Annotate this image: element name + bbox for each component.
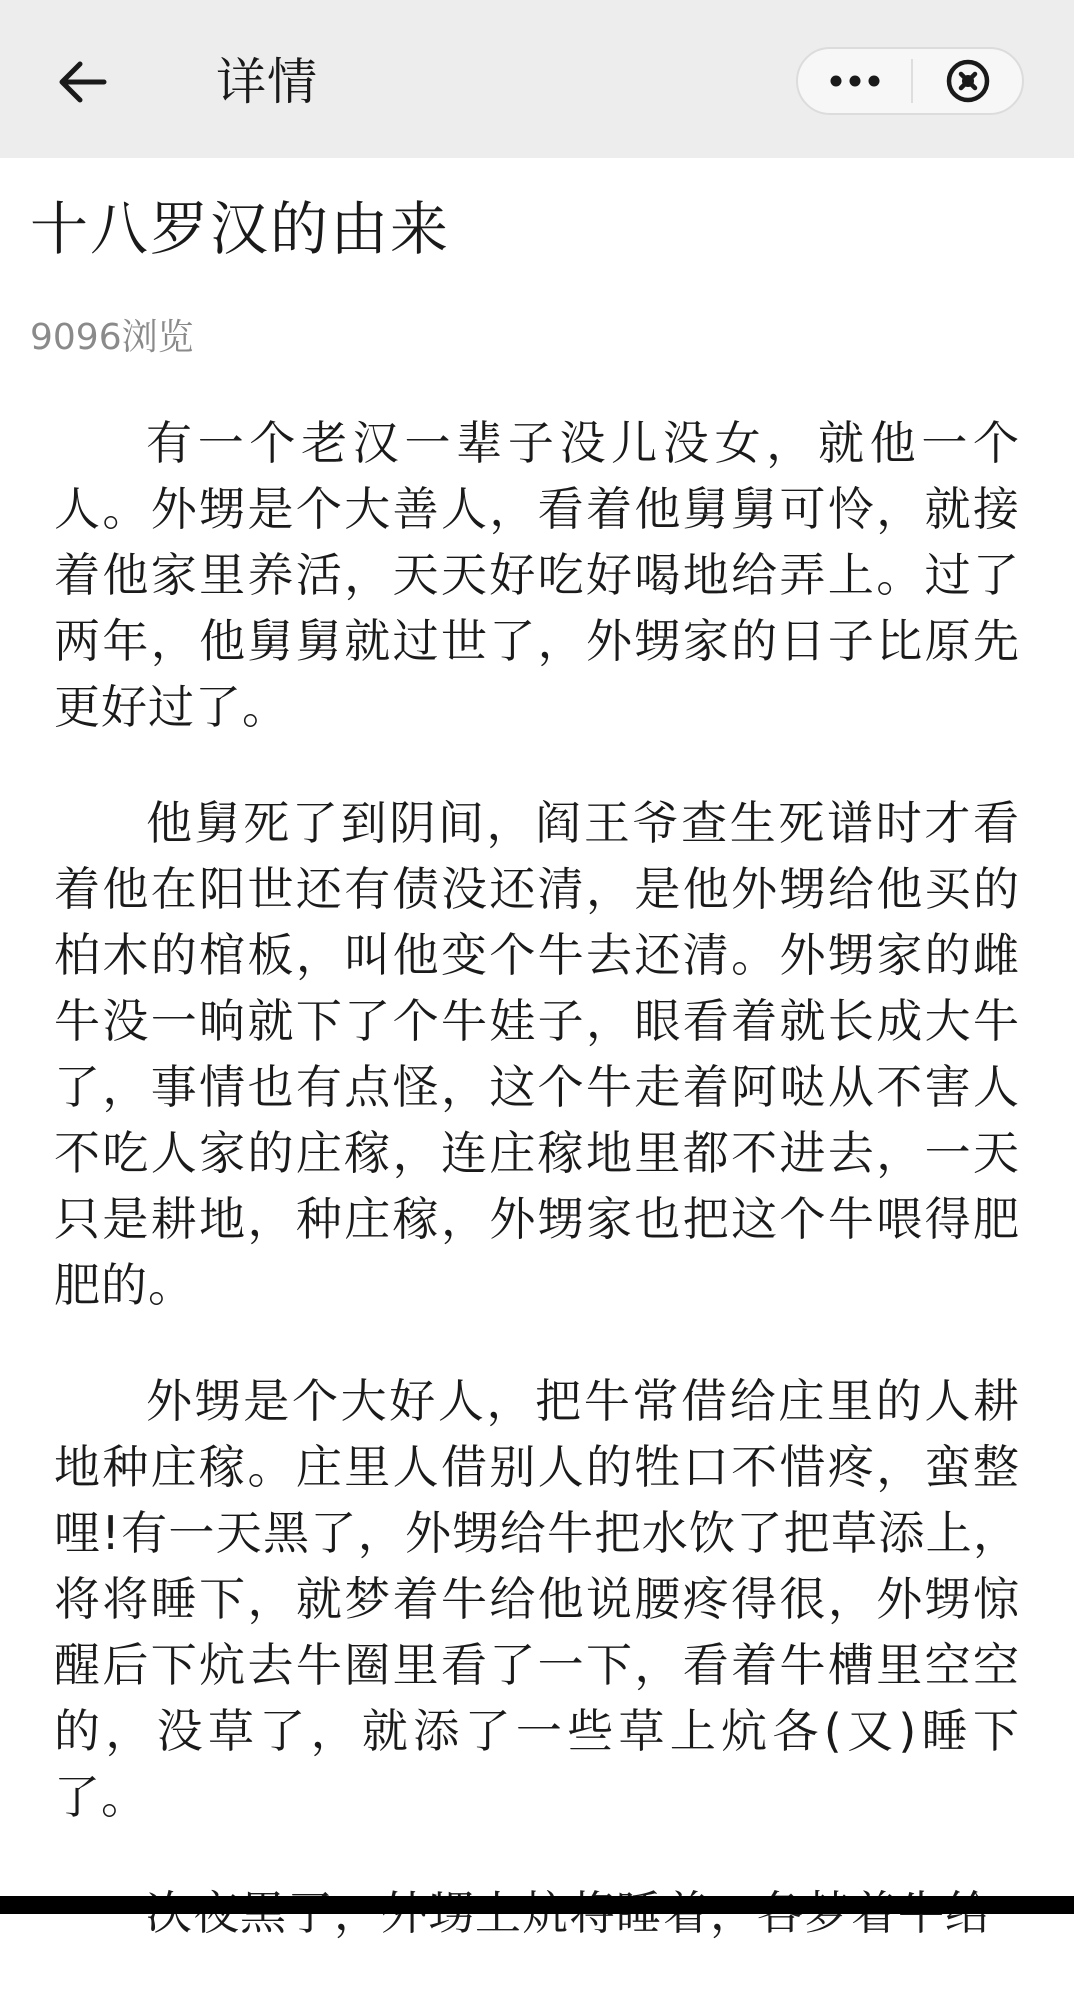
back-button[interactable] xyxy=(46,46,118,118)
view-count: 9096浏览 xyxy=(30,317,194,358)
navigation-bar xyxy=(0,0,1074,158)
article-paragraph: 有一个老汉一辈子没儿没女，就他一个人。外甥是个大善人，看着他舅舅可怜，就接着他家里养活，天天好吃好喝地给弄上。过了两年，他舅舅就过世了，外甥家的日子比原先更好过了。 xyxy=(54,416,1020,734)
close-button[interactable] xyxy=(913,49,1022,113)
more-button[interactable] xyxy=(798,49,911,113)
more-dots-icon xyxy=(829,74,881,88)
article-title: 十八罗汉的由来 xyxy=(30,195,451,263)
article-body xyxy=(54,410,1020,1996)
article-paragraph: 他舅死了到阴间，阎王爷查生死谱时才看着他在阳世还有债没还清，是他外甥给他买的柏木的棺板，叫他变个牛去还清。外甥家的雌牛没一晌就下了个牛娃子，眼看着就长成大牛了，事情也有点怪，这个牛走着阿哒从不害人不吃人家的庄稼，连庄稼地里都不进去，一天只是耕地，种庄稼，外甥家也把这个牛喂得肥肥的。 xyxy=(54,796,1020,1312)
bottom-edge-bar xyxy=(0,1896,1074,1914)
capsule-menu xyxy=(796,47,1024,115)
close-circle-icon xyxy=(944,57,992,105)
page-title: 详情 xyxy=(216,53,318,111)
article-paragraph: 外甥是个大好人，把牛常借给庄里的人耕地种庄稼。庄里人借别人的牲口不惜疼，蛮整哩!有一天黑了，外甥给牛把水饮了把草添上，将将睡下，就梦着牛给他说腰疼得很，外甥惊醒后下炕去牛圈里看了一下，看着牛槽里空空的，没草了，就添了一些草上炕各(又)睡下了。 xyxy=(54,1374,1020,1824)
arrow-left-icon xyxy=(56,60,108,104)
